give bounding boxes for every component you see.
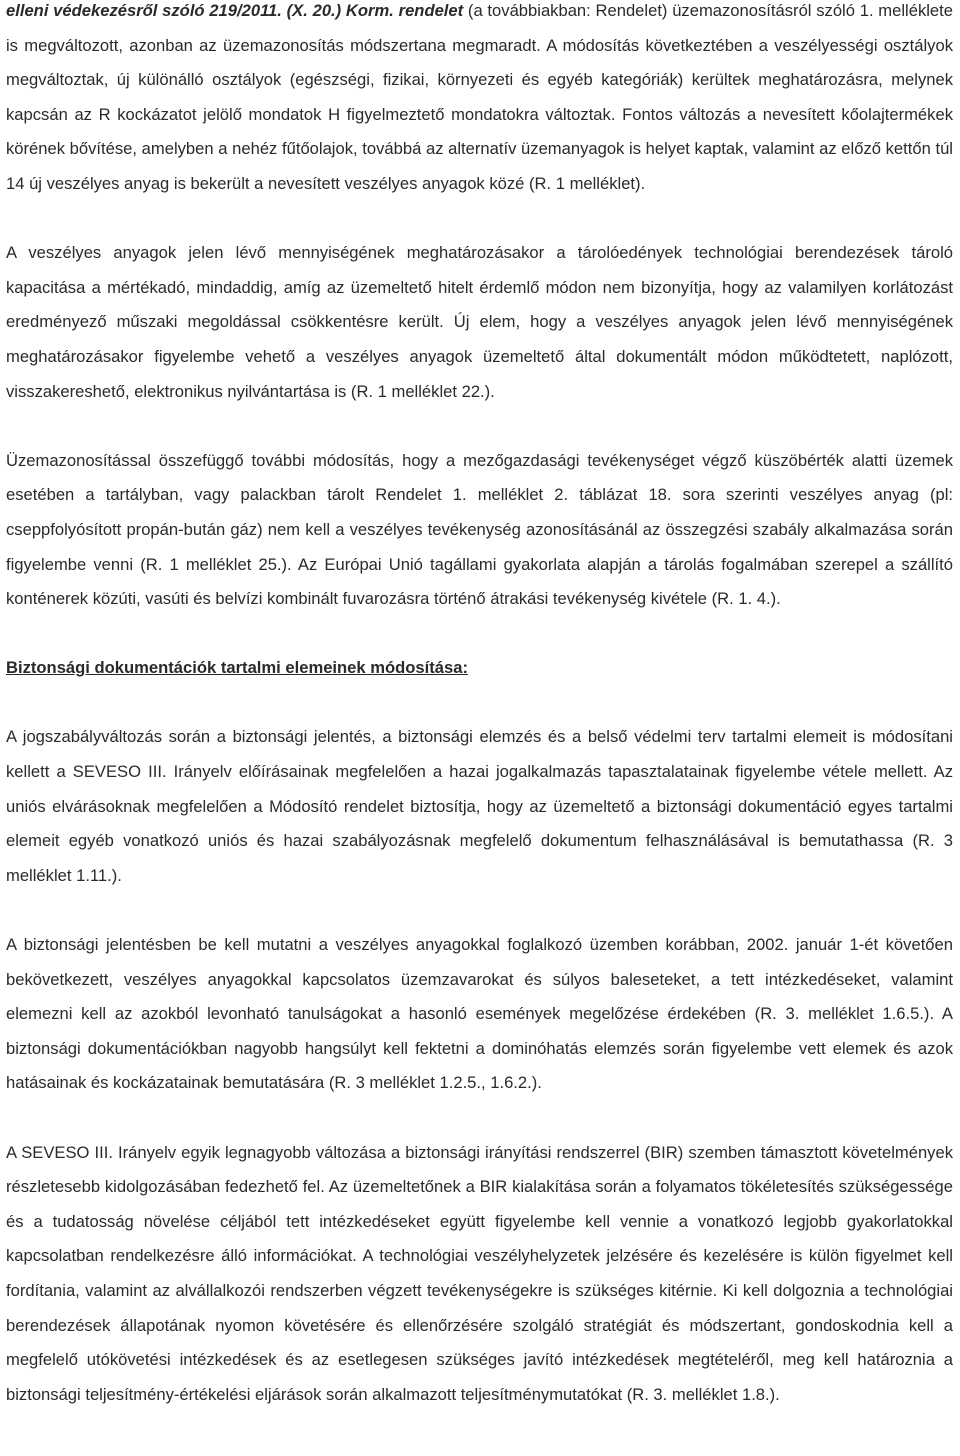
paragraph-site-identification: Üzemazonosítással összefüggő további módosítás, hogy a mezőgazdasági tevékenységet végző küszöbérték alatti üzemek esetében a tartályban, vagy palackban tárolt Rendelet 1. melléklet 2. táblázat 18. sora szerinti veszélyes anyag (pl: cseppfolyósított propán-bután gáz) nem kell a veszélyes tevékenység azonosításánál az összegzési szabály alkalmazása során figyelembe venni (R. 1 melléklet 25.). Az Európai Unió tagállami gyakorlata alapján a tárolás fogalmában szerepel a szállító konténerek közúti, vasúti és belvízi kombinált fuvarozásra történő átrakási tevékenység kivétele (R. 1. 4.). <box>6 450 953 609</box>
paragraph-safety-report: A biztonsági jelentésben be kell mutatni a veszélyes anyagokkal foglalkozó üzemben korábban, 2002. január 1-ét követően bekövetkezett, veszélyes anyagokkal kapcsolatos üzemzavarokat és súlyos baleseteket, a tett intézkedéseket, valamint elemezni kell az azokból levonható tanulságokat a hasonló események megelőzése érdekében (R. 3. melléklet 1.6.5.). A biztonsági dokumentációkban nagyobb hangsúlyt kell fektetni a dominóhatás elemzés során figyelembe vett elemek és azok hatásainak és kockázatainak bemutatására (R. 3 melléklet 1.2.5., 1.6.2.). <box>6 935 953 1093</box>
paragraph-safety-management-system: A SEVESO III. Irányelv egyik legnagyobb változása a biztonsági irányítási rendszerrel (BIR) szemben támasztott követelmények részletesebb kidolgozásában fedezhető fel. Az üzemeltetőnek a BIR kialakítása során a folyamatos tökéletesítés szükségessége és a tudatosság növelése céljából tett intézkedéseket együtt figyelembe kell vennie a vonatkozó legjobb gyakorlatokkal kapcsolatban rendelkezésre álló információkat. A technológiai veszélyhelyzetek jelzésére és kezelésére is külön figyelmet kell fordítania, valamint az alvállalkozói rendszerben végzett tevékenységekre is szükséges kitérnie. Ki kell dolgoznia a technológiai berendezések állapotának nyomon követésére és ellenőrzésére szolgáló stratégiát és módszertant, gondoskodnia kell a megfelelő utókövetési intézkedések és az esetlegesen szükséges javító intézkedések megtételéről, meg kell határoznia a biztonsági teljesítmény-értékelési eljárások során alkalmazott teljesítménymutatókat (R. 3. melléklet 1.8.). <box>6 1142 953 1404</box>
section-heading: Biztonsági dokumentációk tartalmi elemeinek módosítása: <box>6 658 468 678</box>
paragraph-quantity-determination: A veszélyes anyagok jelen lévő mennyiségének meghatározásakor a tárolóedények technológiai berendezések tároló kapacitása a mértékadó, mindaddig, amíg az üzemeltető hitelt érdemlő módon nem bizonyítja, hogy az valamilyen korlátozást eredményező műszaki megoldással csökkentésre került. Új elem, hogy a veszélyes anyagok jelen lévő mennyiségének meghatározásakor figyelembe vehető a veszélyes anyagok üzemeltető által dokumentált módon működtetett, naplózott, visszakereshető, elektronikus nyilvántartása is (R. 1 melléklet 22.). <box>6 243 953 401</box>
paragraph-regulation-changes <box>6 0 953 202</box>
regulation-reference: elleni védekezésről szóló 219/2011. (X. 20.) Korm. rendelet <box>6 1 464 20</box>
paragraph-content-elements: A jogszabályváltozás során a biztonsági jelentés, a biztonsági elemzés és a belső védelmi terv tartalmi elemeit is módosítani kellett a SEVESO III. Irányelv előírásainak megfelelően a hazai jogalkalmazás tapasztalatainak figyelembe vétele mellett. Az uniós elvárásoknak megfelelően a Módosító rendelet biztosítja, hogy az üzemeltető a biztonsági dokumentáció egyes tartalmi elemeit egyéb vonatkozó uniós és hazai szabályozásnak megfelelő dokumentum felhasználásával is bemutathassa (R. 3 melléklet 1.11.). <box>6 727 953 885</box>
paragraph-text: (a továbbiakban: Rendelet) üzemazonosításról szóló 1. melléklete is megváltozott, azonban az üzemazonosítás módszertana megmaradt. A módosítás következtében a veszélyességi osztályok megváltoztak, új különálló osztályok (egészségi, fizikai, környezeti és egyéb kategóriák) kerültek meghatározásra, melynek kapcsán az R kockázatot jelölő mondatok H figyelmeztető mondatokra változtak. Fontos változás a nevesített kőolajtermékek körének bővítése, amelyben a nehéz fűtőolajok, továbbá az alternatív üzemanyagok is helyet kaptak, valamint az előző kettőn túl 14 új veszélyes anyag is bekerült a nevesített veszélyes anyagok közé (R. 1 melléklet). <box>6 1 953 193</box>
